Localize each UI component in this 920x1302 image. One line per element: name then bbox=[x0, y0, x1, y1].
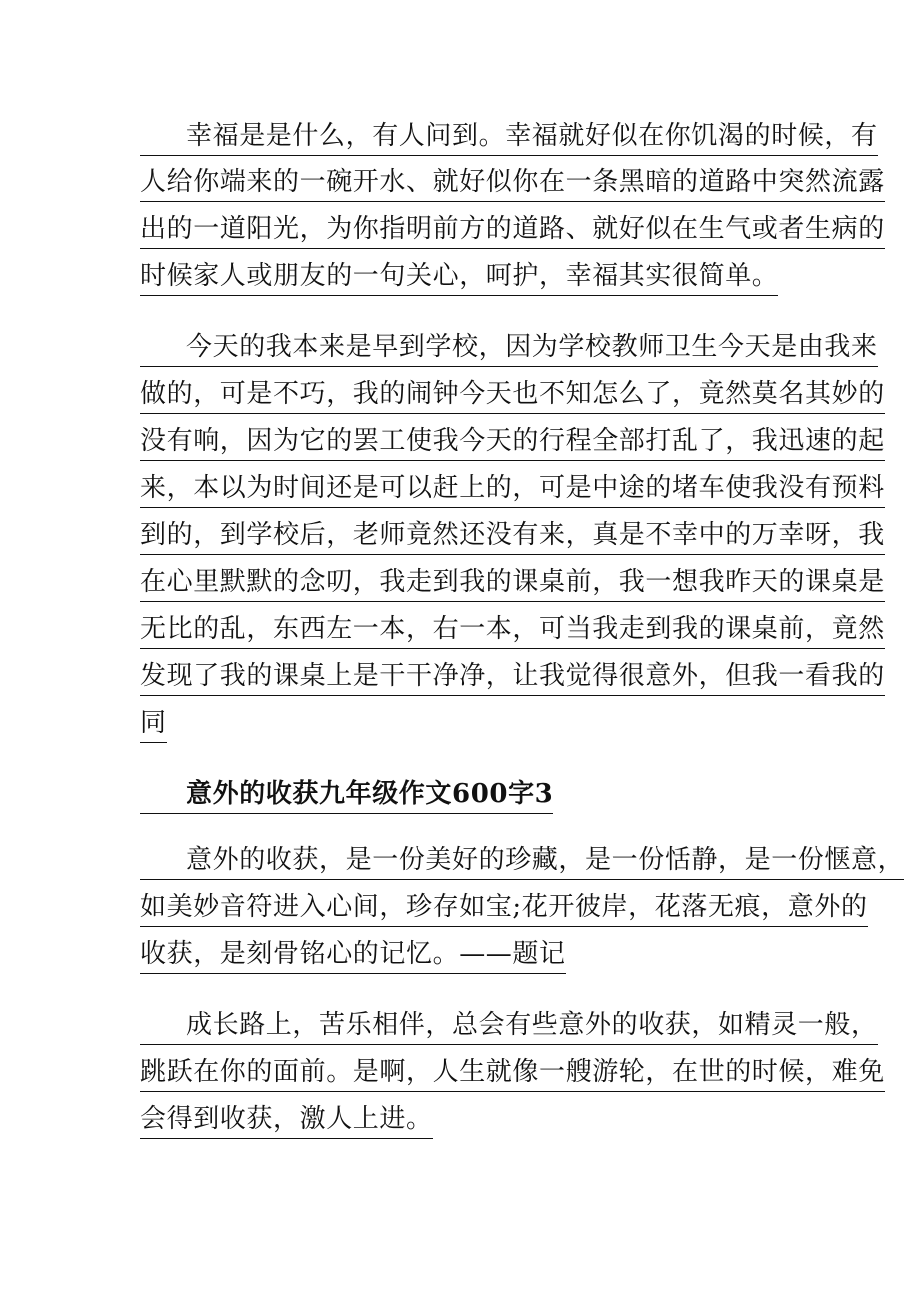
paragraph-2-line-1: 今天的我本来是早到学校，因为学校教师卫生今天是由我来 bbox=[140, 329, 878, 367]
paragraph-3-line-1: 意外的收获，是一份美好的珍藏，是一份恬静，是一份惬意， bbox=[140, 842, 904, 880]
paragraph-2-line-5: 到的，到学校后，老师竟然还没有来，真是不幸中的万幸呀，我 bbox=[140, 517, 885, 555]
paragraph-3-line-2: 如美妙音符进入心间，珍存如宝;花开彼岸，花落无痕，意外的 bbox=[140, 889, 868, 927]
paragraph-1-line-1: 幸福是是什么，有人问到。幸福就好似在你饥渴的时候，有 bbox=[140, 118, 878, 156]
paragraph-2-line-9: 同 bbox=[140, 705, 167, 743]
paragraph-1-line-2: 人给你端来的一碗开水、就好似你在一条黑暗的道路中突然流露 bbox=[140, 164, 885, 202]
paragraph-3-line-3: 收获，是刻骨铭心的记忆。——题记 bbox=[140, 936, 566, 974]
paragraph-4-line-3: 会得到收获，激人上进。 bbox=[140, 1101, 433, 1139]
paragraph-2-line-2: 做的，可是不巧，我的闹钟今天也不知怎么了，竟然莫名其妙的 bbox=[140, 376, 885, 414]
paragraph-2-line-7: 无比的乱，东西左一本，右一本，可当我走到我的课桌前，竟然 bbox=[140, 611, 885, 649]
paragraph-2-line-8: 发现了我的课桌上是干干净净，让我觉得很意外，但我一看我的 bbox=[140, 658, 885, 696]
paragraph-2-line-3: 没有响，因为它的罢工使我今天的行程全部打乱了，我迅速的起 bbox=[140, 423, 885, 461]
paragraph-4-line-2: 跳跃在你的面前。是啊，人生就像一艘游轮，在世的时候，难免 bbox=[140, 1054, 885, 1092]
paragraph-2-line-4: 来，本以为时间还是可以赶上的，可是中途的堵车使我没有预料 bbox=[140, 470, 885, 508]
section-heading: 意外的收获九年级作文600字3 bbox=[140, 776, 553, 814]
paragraph-1-line-3: 出的一道阳光，为你指明前方的道路、就好似在生气或者生病的 bbox=[140, 211, 885, 249]
paragraph-1-line-4: 时候家人或朋友的一句关心，呵护，幸福其实很简单。 bbox=[140, 258, 778, 296]
paragraph-4-line-1: 成长路上，苦乐相伴，总会有些意外的收获，如精灵一般， bbox=[140, 1007, 878, 1045]
paragraph-2-line-6: 在心里默默的念叨，我走到我的课桌前，我一想我昨天的课桌是 bbox=[140, 564, 885, 602]
